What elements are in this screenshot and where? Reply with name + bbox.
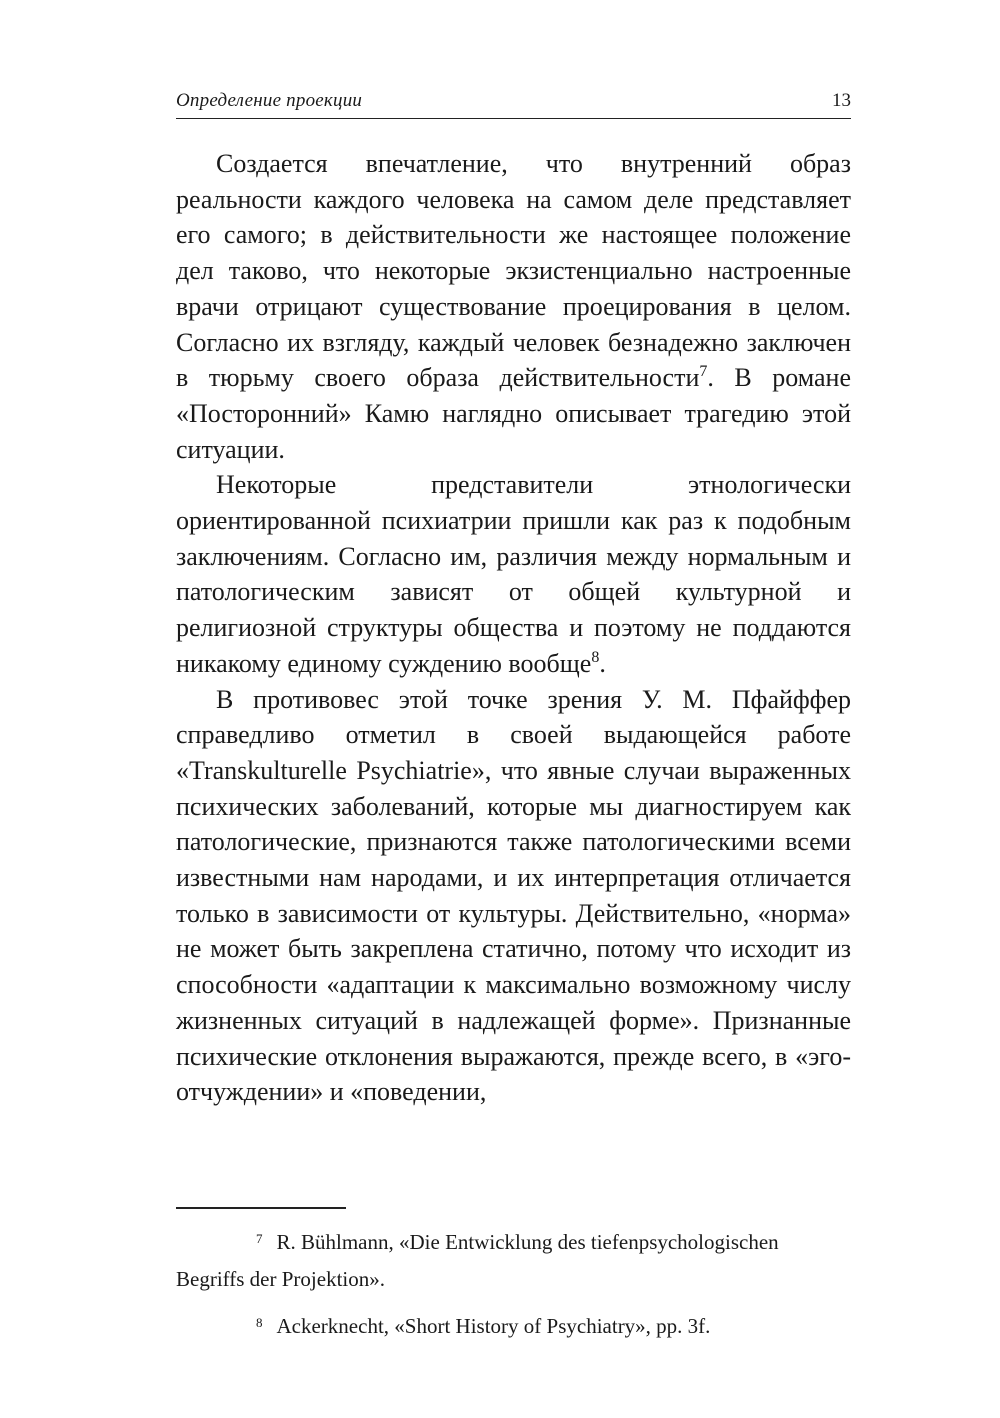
footnote-divider — [176, 1207, 346, 1209]
paragraph-1-text: Создается впечатление, что внутренний образ реальности каждого человека на самом деле представляет его самого; в действительности же настоящее положение дел таково, что некоторые экзистенциально настроенные врачи отрицают существование проецирования в целом. Согласно их взгляду, каждый человек безнадежно заключен в тюрьму своего образа действительности — [176, 149, 851, 393]
paragraph-3-text: В противовес этой точке зрения У. М. Пфайффер справедливо отметил в своей выдающейся работе «Transkulturelle Psychiatrie», что явные случаи выраженных психических заболеваний, которые мы диагностируем как патологические, признаются также патологическими всеми известными нам народами, и их интерпретация отличается только в зависимости от культуры. Действительно, «норма» не может быть закреплена статично, потому что исходит из способности «адаптации к максимально возможному числу жизненных ситуаций в надлежащей форме». Признанные психические отклонения выражаются, прежде всего, в «эго-отчуждении» и «поведении, — [176, 684, 851, 1107]
footnotes — [176, 1220, 851, 1351]
paragraph-2 — [176, 467, 851, 681]
paragraph-3 — [176, 682, 851, 1110]
footnote-ref-8: 8 — [591, 648, 600, 666]
paragraph-1-text-after: . В романе «Посторонний» Камю наглядно описывает трагедию этой ситуации. — [176, 363, 851, 464]
footnote-ref-7: 7 — [699, 363, 708, 381]
page-number: 13 — [832, 90, 851, 111]
footnote-text: R. Bühlmann, «Die Entwicklung des tiefenpsychologischen Begriffs der Projektion». — [176, 1230, 779, 1291]
footnote-number: 8 — [256, 1315, 263, 1330]
paragraph-2-text: Некоторые представители этнологически ориентированной психиатрии пришли как раз к подобным заключениям. Согласно им, различия между нормальным и патологическим зависят от общей культурной и религиозной структуры общества и поэтому не поддаются никакому единому суждению вообще — [176, 470, 851, 678]
footnote-8 — [176, 1304, 851, 1345]
footnote-7 — [176, 1220, 851, 1298]
footnote-text: Ackerknecht, «Short History of Psychiatry», pp. 3f. — [276, 1314, 711, 1338]
running-header — [176, 88, 851, 119]
running-title: Определение проекции — [176, 90, 363, 111]
paragraph-2-text-after: . — [599, 648, 606, 678]
body-text — [176, 146, 851, 1110]
paragraph-1 — [176, 146, 851, 467]
footnote-number: 7 — [256, 1231, 263, 1246]
